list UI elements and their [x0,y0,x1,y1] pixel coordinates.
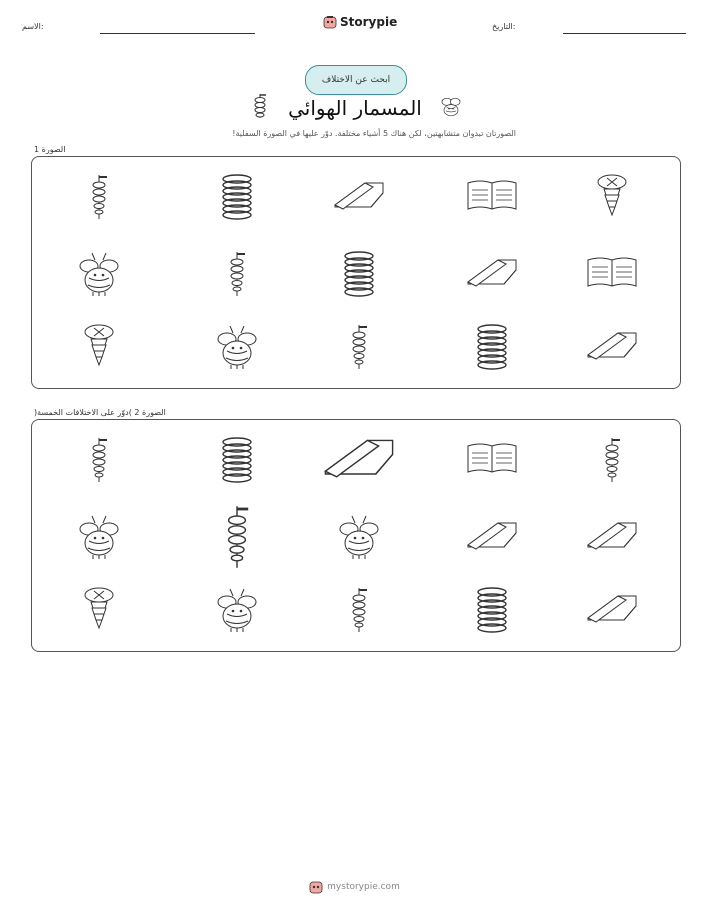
rotor-icon [353,325,367,369]
eraser-icon [588,333,636,359]
footer [0,880,709,894]
screw-icon [598,175,626,215]
rotor-icon [93,175,107,219]
spring-icon [478,588,506,632]
bee-icon [218,326,256,369]
screw-icon [85,588,113,628]
eraser-icon [588,596,636,622]
eraser-icon [588,523,636,549]
date-label: التاريخ: [492,22,516,31]
eraser-icon [468,523,516,549]
spring-icon [223,175,251,219]
eraser-icon [468,260,516,286]
name-line [100,33,255,34]
bee-icon [80,253,118,296]
rotor-icon [93,438,107,482]
book-icon [588,258,636,286]
panel2-label: الصورة 2 )دوّر على الاختلافات الخمسة( [34,408,166,417]
spring-icon [345,252,373,296]
rotor-icon [250,92,270,120]
bee-icon [80,516,118,559]
bee-icon [340,516,378,559]
storypie-mascot-icon [323,15,337,29]
picture-2-panel [31,419,681,652]
picture-2-grid [32,420,680,651]
picture-1-grid [32,157,680,388]
bee-icon [218,589,256,632]
rotor-icon [353,588,367,632]
bee-icon [437,92,465,120]
screw-icon [85,325,113,365]
book-icon [468,444,516,472]
page-title: المسمار الهوائي [288,96,422,120]
eraser-icon [335,183,383,209]
date-line [563,33,686,34]
storypie-mascot-icon [309,880,323,894]
picture-1-panel [31,156,681,389]
brand-name: Storypie [340,15,398,29]
name-label: الاسم: [22,22,44,31]
panel1-label: الصورة 1 [34,145,66,154]
spring-icon [223,438,251,482]
rotor-icon [231,252,245,296]
eraser-large-icon [325,440,392,476]
rotor-large-icon [229,506,249,568]
instructions: الصورتان تبدوان متشابهتين، لكن هناك 5 أشياء مختلفة. دوّر عليها في الصورة السفلية! [232,129,516,138]
brand-logo [323,15,397,29]
book-icon [468,181,516,209]
rotor-icon [606,438,620,482]
badge-find-difference: ابحث عن الاختلاف [305,65,407,95]
spring-icon [478,325,506,369]
footer-url: mystorypie.com [327,882,400,892]
